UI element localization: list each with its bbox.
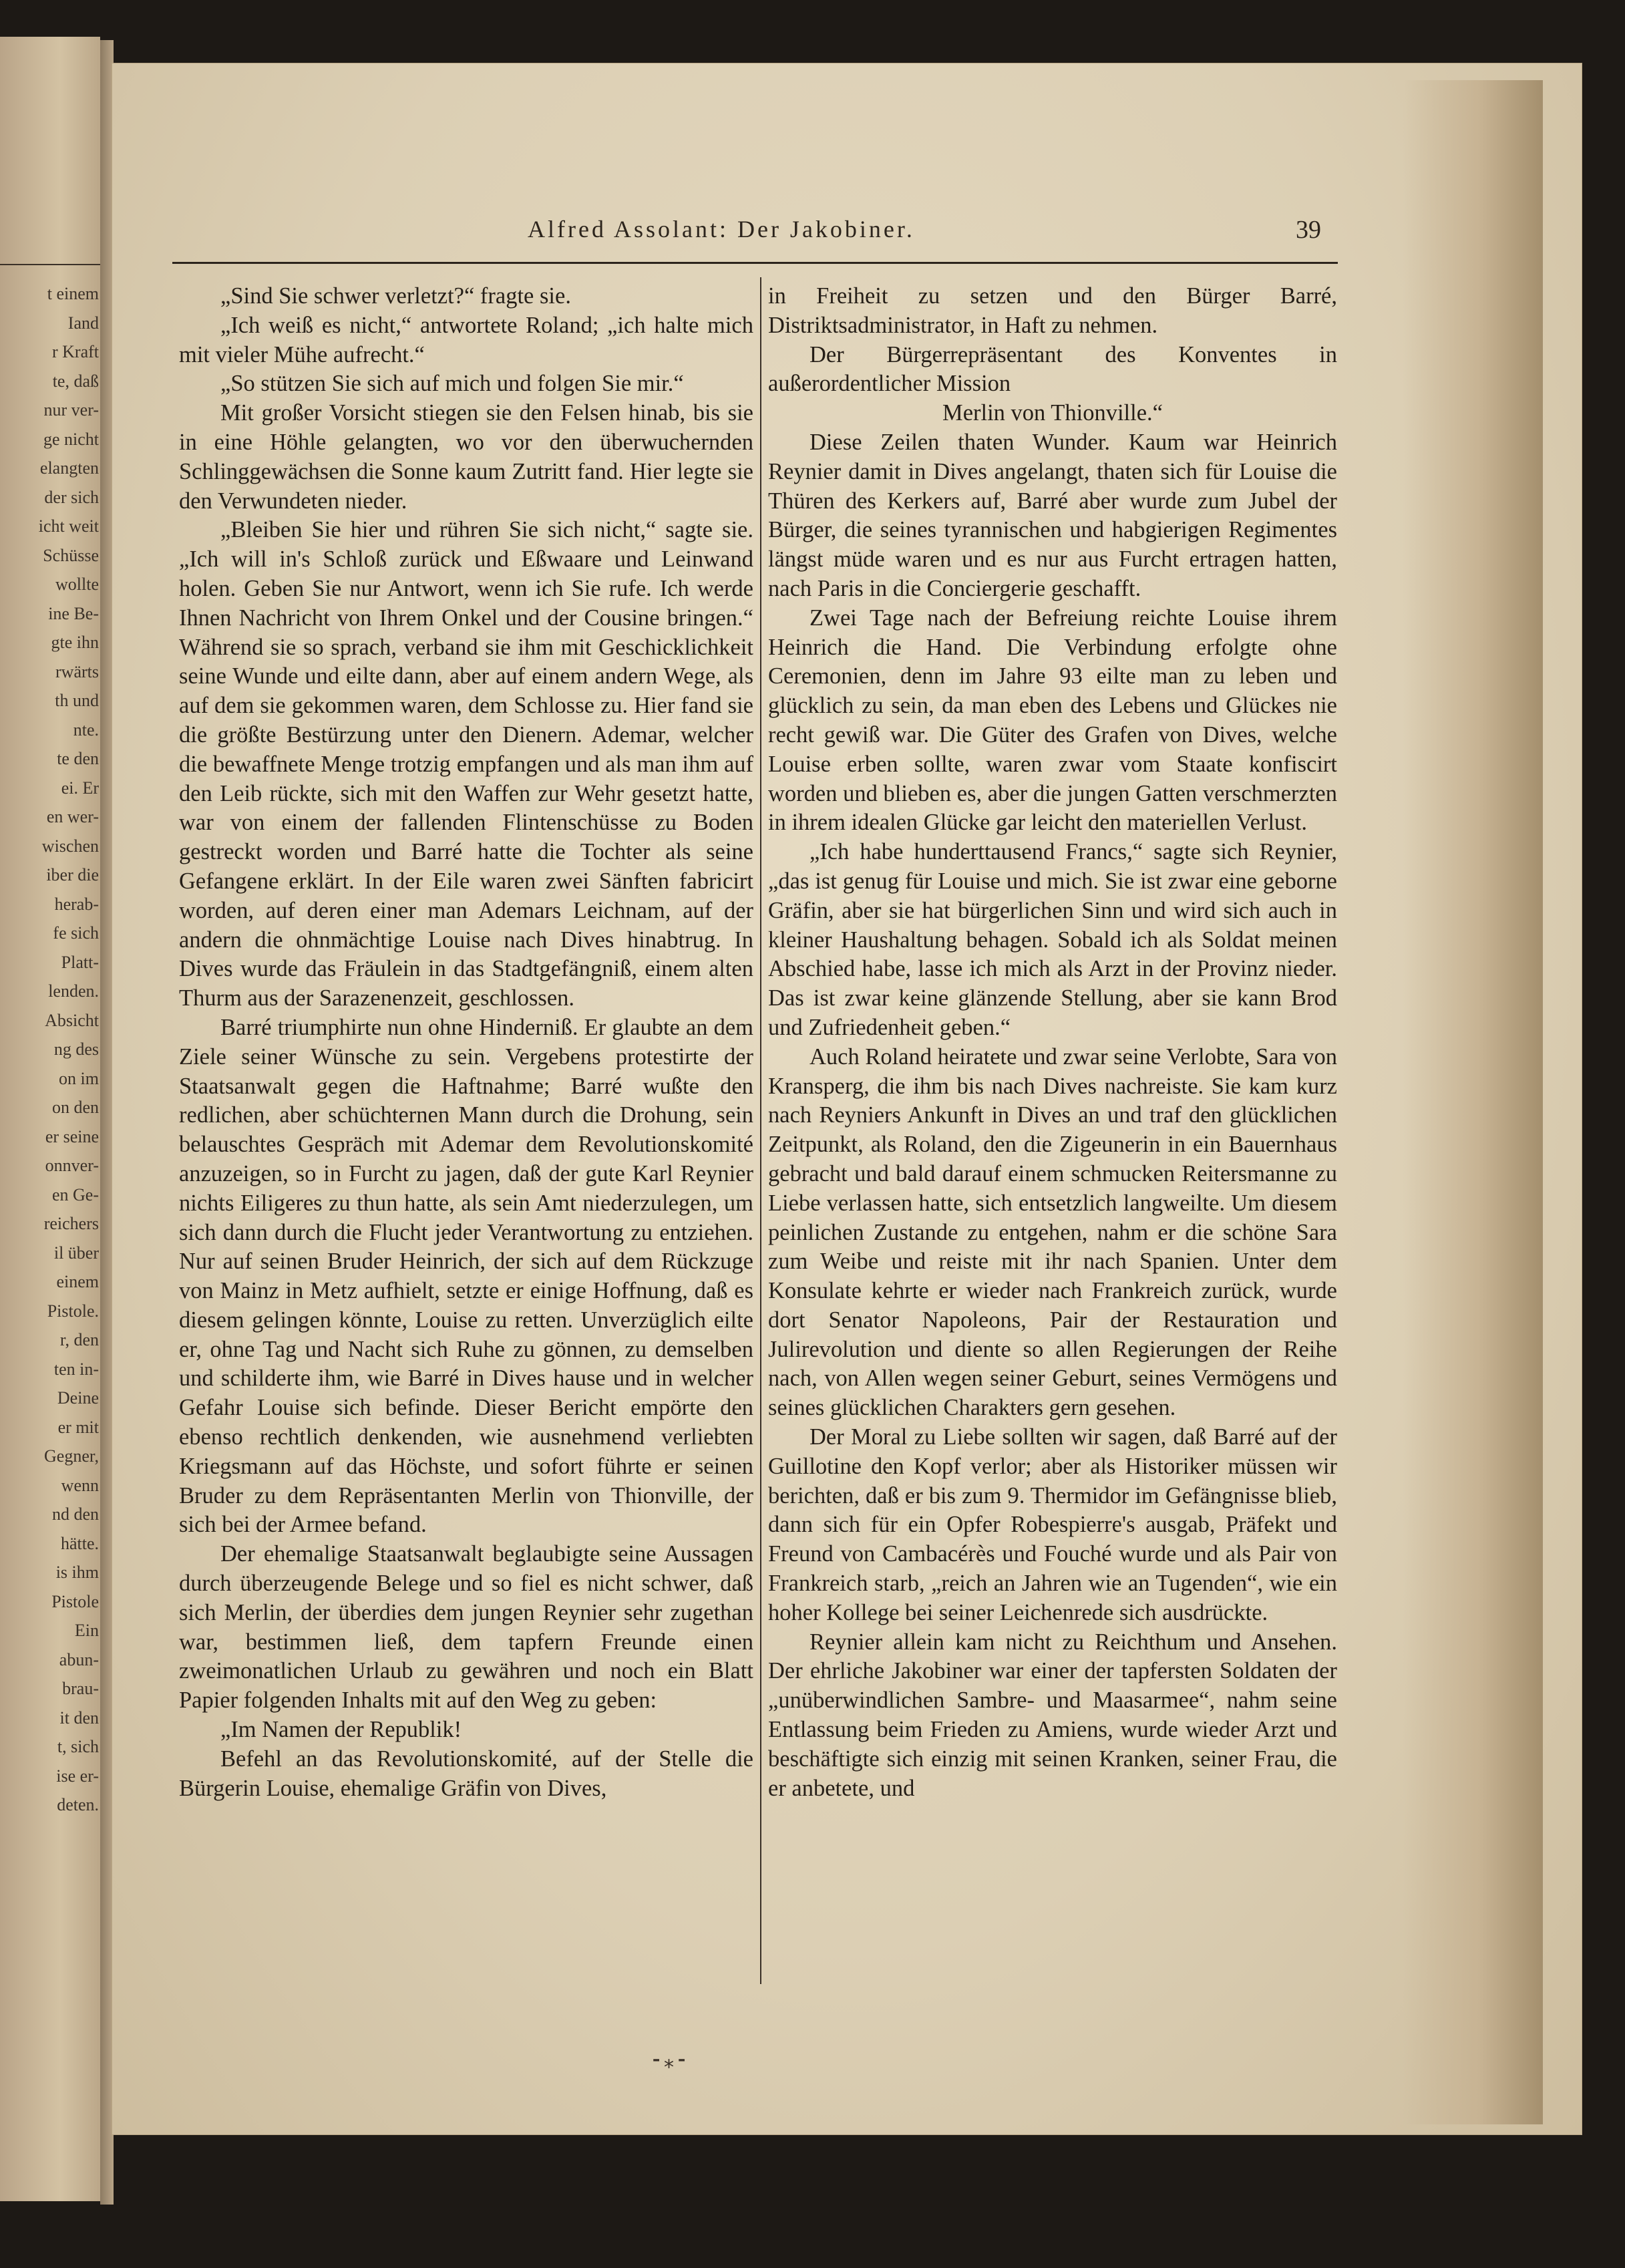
facing-page-edge [0,37,100,2201]
facing-page-fragment: Iand [67,313,99,333]
facing-page-fragment: Pistole [51,1591,99,1611]
facing-page-fragment: er mit [57,1417,99,1437]
facing-page-fragment: Gegner, [44,1446,99,1466]
facing-page-fragment: t, sich [57,1737,99,1756]
facing-page-fragment: iber die [46,865,99,884]
facing-page-fragment: te den [57,749,99,768]
column-divider [760,277,761,1984]
facing-page-fragment: ten in- [53,1359,99,1379]
facing-page-fragment: Pistole. [47,1301,99,1321]
page-edge-shading [1403,80,1543,2124]
facing-page-fragment: abun- [59,1649,99,1669]
facing-page-fragment: rwärts [55,661,99,681]
paragraph: Mit großer Vorsicht stiegen sie den Felsen hinab, bis sie in eine Höhle gelangten, wo vor den überwuchernden Schlinggewächsen die Sonne kaum Zutritt fand. Hier legte sie den Verwundeten nieder. [179,400,753,514]
paragraph: „Bleiben Sie hier und rühren Sie sich nicht,“ sagte sie. „Ich will in's Schloß zurück und Eßwaare und Leinwand holen. Geben Sie nur Antwort, wenn ich Sie rufe. Ich werde Ihnen Nachricht von Ihrem Onkel und der Cousine bringen.“ Während sie so sprach, verband sie ihm mit Geschicklichkeit seine Wunde und eilte dann, aber auf einem andern Wege, als auf dem sie gekommen waren, dem Schlosse zu. Hier fand sie die größte Bestürzung unter den Dienern. Ademar, welcher die bewaffnete Menge trotzig empfangen und als man ihm auf den Leib rückte, sich mit den Waffen zur Wehr gesetzt hatte, war von einem der fallenden Flintenschüsse zu Boden gestreckt worden und Barré hatte die Tochter als seine Gefangene erklärt. In der Eile waren zwei Sänften fabricirt worden, auf deren einer man Ademars Leichnam, auf der andern die ohnmächtige Louise nach Dives hinabtrug. In Dives wurde das Fräulein in das Stadtgefängniß, einem alten Thurm aus der Sarazenenzeit, geschlossen. [179,517,753,1011]
paragraph: in Freiheit zu setzen und den Bürger Barré, Distriktsadministrator, in Haft zu nehmen. [768,283,1337,338]
facing-page-fragment: ng des [53,1039,99,1059]
facing-page-fragment: nd den [51,1504,99,1524]
facing-page-fragment: ge nicht [43,429,99,449]
paragraph: „Im Namen der Republik! [220,1717,462,1743]
facing-page-fragment: it den [59,1708,99,1728]
paragraph: Der Moral zu Liebe sollten wir sagen, daß Barré auf der Guillotine den Kopf verlor; aber als Historiker müssen wir berichten, daß er bis zum 9. Thermidor im Gefängnisse blieb, dann sich für ein Opfer Robespierre's ausgab, Präfekt und Freund von Cambacérès und Fouché wurde und als Pair von Frankreich starb, „reich an Jahren wie an Tugenden“, wie ein hoher Kollege bei seiner Leichenrede sich ausdrückte. [768,1424,1337,1625]
facing-page-fragment: is ihm [55,1563,99,1582]
facing-page-fragment: Platt- [61,952,99,972]
facing-page-fragment: nte. [73,719,99,740]
paragraph: „Sind Sie schwer verletzt?“ fragte sie. [220,283,571,309]
facing-page-fragment: er seine [45,1126,99,1146]
paragraph: Barré triumphirte nun ohne Hinderniß. Er glaubte an dem Ziele seiner Wünsche zu sein. Vergebens protestirte der Staatsanwalt gegen die Haftnahme; Barré wußte den redlichen, aber schüchternen Mann durch die Drohung, sein belauschtes Gespräch mit Ademar dem Revolutionskomité anzuzeigen, so in Furcht zu jagen, daß der gute Karl Reynier nichts Eiligeres zu thun hatte, als sein Amt niederzulegen, um sich dann durch die Flucht jeder Verantwortung zu entziehen. Nur auf seinen Bruder Heinrich, der sich auf dem Rückzuge von Mainz in Metz aufhielt, setzte er einige Hoffnung, daß es diesem gelingen könnte, Louise zu retten. Unverzüglich eilte er, ohne Tag und Nacht sich Ruhe zu gönnen, zu demselben und schilderte ihm, wie Barré in Dives hause und in welcher Gefahr Louise sich befinde. Dieser Bericht empörte den ebenso rechtlich denkenden, wie ausnehmend verliebten Kriegsmann auf das Höchste, und sofort führte er seinen Bruder zu dem Repräsentanten Merlin von Thionville, der sich bei der Armee befand. [179,1014,753,1538]
facing-page-fragment: gte ihn [51,633,99,652]
page-ornament: ⁃⁎⁃ [651,2050,689,2073]
paragraph: Zwei Tage nach der Befreiung reichte Louise ihrem Heinrich die Hand. Die Verbindung erfolgte ohne Ceremonien, denn im Jahre 93 eilte man zu leben und glücklich zu sein, da man eben des Lebens und Glückes nie recht gewiß war. Die Güter des Grafen von Dives, welche Louise erben sollte, waren zwar vom Staate konfiscirt worden und blieben es, aber die jungen Gatten verschmerzten in ihrem idealen Glücke gar leicht den materiellen Verlust. [768,605,1337,836]
facing-page-fragment: onnver- [45,1156,99,1175]
paragraph: Diese Zeilen thaten Wunder. Kaum war Heinrich Reynier damit in Dives angelangt, thaten sich für Louise die Thüren des Kerkers auf, Barré aber wurde zum Jubel der Bürger, die seines tyrannischen und habgierigen Regimentes längst müde waren und es nur aus Furcht ertragen hatten, nach Paris in die Conciergerie geschafft. [768,429,1337,601]
facing-page-fragment: hätte. [60,1533,99,1553]
facing-page-fragment: ise er- [56,1766,99,1786]
facing-page-fragment: der sich [44,487,99,507]
page-number: 39 [1296,216,1321,244]
facing-page-fragment: en Ge- [51,1184,99,1204]
facing-page-fragment: deten. [57,1795,99,1814]
facing-page-fragment: on im [59,1068,99,1088]
paragraph: Befehl an das Revolutionskomité, auf der Stelle die Bürgerin Louise, ehemalige Gräfin von Dives, [179,1746,753,1801]
facing-page-fragment: wenn [61,1475,99,1495]
facing-page-fragment: t einem [47,284,99,303]
facing-page-fragment: herab- [54,894,99,914]
facing-page-fragment: en wer- [46,807,99,826]
facing-page-fragment: ine Be- [48,603,99,623]
paragraph: Der ehemalige Staatsanwalt beglaubigte seine Aussagen durch überzeugende Belege und so fiel es nicht schwer, daß sich Merlin, der überdies dem jungen Reynier sehr zugethan war, bestimmen ließ, dem tapfern Freunde einen zweimonatlichen Urlaub zu gewähren und noch ein Blatt Papier folgenden Inhalts mit auf den Weg zu geben: [179,1541,753,1714]
facing-page-fragment: il über [53,1243,99,1263]
facing-page-fragment: fe sich [53,923,99,943]
facing-page-fragment: te, daß [52,371,99,391]
facing-page-fragment: wollte [55,575,99,594]
paragraph: Der Bürgerrepräsentant des Konventes in außerordentlicher Mission [768,341,1337,397]
facing-page-fragment: lenden. [48,981,99,1001]
facing-page-fragment: nur ver- [43,400,99,420]
facing-page-fragment: on den [51,1098,99,1117]
book-gutter [100,40,114,2205]
facing-page-fragment: elangten [39,458,99,478]
facing-page-fragment: einem [56,1272,99,1291]
facing-page-fragment: icht weit [38,516,99,536]
paragraph: Auch Roland heiratete und zwar seine Verlobte, Sara von Kransperg, die ihm bis nach Dives nachreiste. Sie kam kurz nach Reyniers Ankunft in Dives an und traf den glücklichen Zeitpunkt, als Roland, den die Zigeunerin in ein Bauernhaus gebracht und bald darauf einem schmucken Reitersmanne zu Liebe verlassen hatte, sich entsetzlich langweilte. Um diesem peinlichen Zustande zu entgehen, nahm er die schöne Sara zum Weibe und reiste mit ihr nach Spanien. Unter dem Konsulate kehrte er wieder nach Frankreich zurück, wurde dort Senator Napoleons, Pair der Restauration und Julirevolution und diente so allen Regierungen der Reihe nach, von Allen wegen seiner Geburt, seines Vermögens und seines glücklichen Charakters gern gesehen. [768,1043,1337,1421]
running-title: Alfred Assolant: Der Jakobiner. [528,216,915,242]
paragraph: Reynier allein kam nicht zu Reichthum und Ansehen. Der ehrliche Jakobiner war einer der tapfersten Soldaten der „unüberwindlichen Sambre- und Maasarmee“, nahm seine Entlassung beim Frieden zu Amiens, wurde wieder Arzt und beschäftigte sich einzig mit seinen Kranken, seiner Frau, die er anbetete, und [768,1629,1337,1801]
facing-page-fragment: r, den [59,1330,99,1349]
paragraph: Merlin von Thionville.“ [942,400,1163,426]
facing-page-fragment: Absicht [45,1010,99,1030]
facing-page-fragment: Deine [57,1388,99,1408]
facing-page-fragment: reichers [43,1214,99,1233]
facing-page-fragment: Ein [74,1621,99,1640]
facing-page-fragment: ei. Er [61,778,99,798]
facing-page-fragment: Schüsse [43,545,99,565]
facing-page-rule [0,264,100,265]
column-right [768,282,1337,1803]
column-left [179,282,753,1803]
facing-page-fragment: r Kraft [51,342,99,361]
facing-page-fragment: th und [55,691,99,710]
facing-page-fragment: wischen [41,836,99,856]
facing-page-fragment: brau- [62,1679,99,1698]
paragraph: „So stützen Sie sich auf mich und folgen Sie mir.“ [220,371,684,397]
paragraph: „Ich weiß es nicht,“ antwortete Roland; „ich halte mich mit vieler Mühe aufrecht.“ [179,312,753,367]
header-rule [172,262,1338,264]
paragraph: „Ich habe hunderttausend Francs,“ sagte sich Reynier, „das ist genug für Louise und mich. Sie ist zwar eine geborne Gräfin, aber sie hat bürgerlichen Sinn und wird sich auch in kleiner Haushaltung behagen. Sobald ich als Soldat meinen Abschied habe, lasse ich mich als Arzt in der Provinz nieder. Das ist zwar keine glänzende Stellung, aber sie kann Brod und Zufriedenheit geben.“ [768,839,1337,1040]
